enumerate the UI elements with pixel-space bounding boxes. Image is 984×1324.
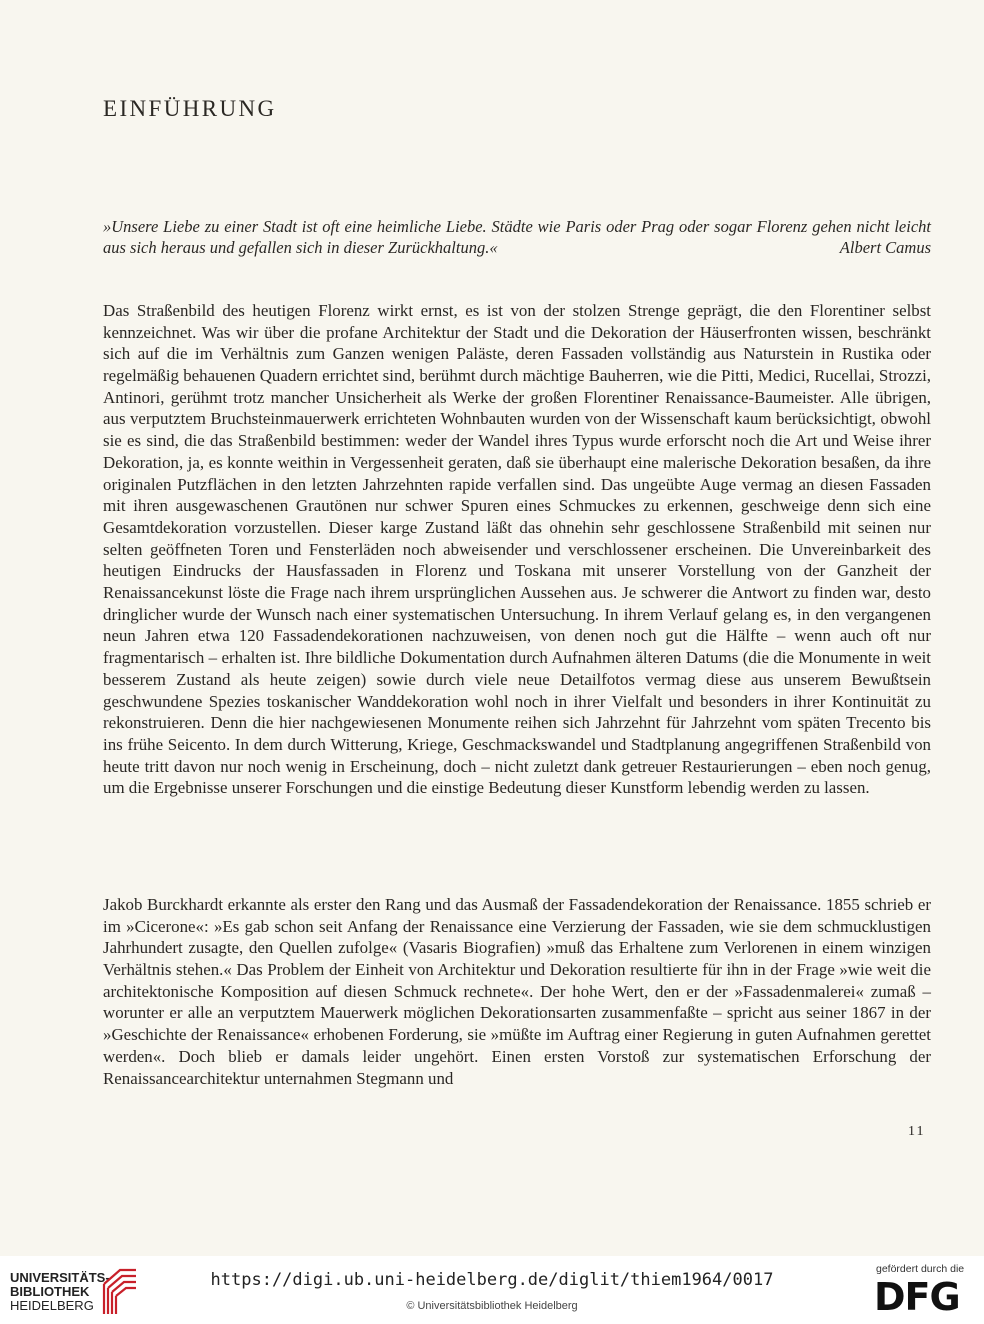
library-name-line-1: UNIVERSITÄTS- (10, 1270, 110, 1285)
permalink-url[interactable]: https://digi.ub.uni-heidelberg.de/diglit/thiem1964/0017 (210, 1270, 774, 1290)
library-name-line-2: BIBLIOTHEK (10, 1284, 90, 1299)
viewer-footer (0, 1256, 984, 1324)
copyright-notice: © Universitätsbibliothek Heidelberg (406, 1300, 578, 1312)
page-number: 11 (908, 1124, 926, 1139)
epigraph (103, 216, 931, 258)
chapter-heading: EINFÜHRUNG (103, 96, 277, 121)
dfg-logo-icon[interactable]: DFG (874, 1275, 960, 1319)
epigraph-quote: »Unsere Liebe zu einer Stadt ist oft eine heimliche Liebe. Städte wie Paris oder Prag oder sogar Florenz gehen nicht leicht aus sich heraus und gefallen sich in dieser Zurückhaltung.« (103, 217, 931, 257)
body-paragraph-2: Jakob Burckhardt erkannte als erster den Rang und das Ausmaß der Fassadendekoration der Renaissance. 1855 schrieb er im »Cicerone«: »Es gab schon seit Anfang der Renaissance eine Verzierung der Fassaden, wie sie dem schmucklustigen Jahrhundert zusagte, den Quellen zufolge« (Vasaris Biografien) »muß das Erhaltene zum Verlorenen in einem winzigen Verhältnis stehen.« Das Problem der Einheit von Architektur und Dekoration resultierte für ihn in der Frage »wie weit die architektonische Komposition auf diesen Schmuck rechnete«. Der hohe Wert, den er der »Fassadenmalerei« zumaß – worunter er alle an verputztem Mauerwerk möglichen Dekorationsarten zusammenfaßte – spricht aus seiner 1867 in der »Geschichte der Renaissance« erhobenen Forderung, sie »müßte im Auftrag einer Regierung in guten Aufnahmen gerettet werden«. Doch blieb er damals leider ungehört. Einen ersten Vorstoß zur systematischen Erforschung der Renaissancearchitektur unternahmen Stegmann und (103, 894, 931, 1088)
dfg-caption: gefördert durch die (876, 1263, 965, 1275)
body-paragraph-1: Das Straßenbild des heutigen Florenz wirkt ernst, es ist von der stolzen Strenge geprägt, die den Florentiner selbst kennzeichnet. Was wir über die profane Architektur der Stadt und die Dekoration der Häuserfronten wissen, beschränkt sich auf die im Verhältnis zum Ganzen wenigen Paläste, deren Fassaden vollständig aus Naturstein in Rustika oder regelmäßig behauenen Quadern errichtet sind, berühmt durch mächtige Bauherren, wie die Pitti, Medici, Rucellai, Strozzi, Antinori, gerühmt trotz mancher Unsicherheit als Werke der großen Florentiner Renaissance-Baumeister. Alle übrigen, aus verputztem Bruchsteinmauerwerk errichteten Wohnbauten wurden von der Wissenschaft kaum berücksichtigt, obwohl sie es sind, die das Straßenbild bestimmen: weder der Wandel ihres Typus wurde erforscht noch die Art und Weise ihrer Dekoration, ja, es konnte weithin in Vergessenheit geraten, daß sie überhaupt eine malerische Dekoration besaßen, da ihre originalen Putzflächen in den letzten Jahrzehnten rapide verfallen sind. Das ungeübte Auge vermag an diesen Fassaden mit ihren ausgewaschenen Grautönen nur schwer Spuren eines Schmuckes zu erkennen, geschweige denn sich eine Gesamtdekoration vorzustellen. Dieser karge Zustand läßt das ohnehin sehr geschlossene Straßenbild mit seinen nur selten geöffneten Toren und Fensterläden noch abweisender und verschlossener erscheinen. Die Unvereinbarkeit des heutigen Eindrucks der Hausfassaden in Florenz und Toskana mit unserer Vorstellung von der Ganzheit der Renaissancekunst löste die Frage nach ihrem ursprünglichen Aussehen aus. Je schwerer die Antwort zu finden war, desto dringlicher wurde der Wunsch nach einer systematischen Untersuchung. In ihrem Verlauf gelang es, in den vergangenen neun Jahren etwa 120 Fassadendekorationen nachzuweisen, von denen noch gut die Hälfte – wenn auch oft nur fragmentarisch – erhalten ist. Ihre bildliche Dokumentation durch Aufnahmen älteren Datums (die die Monumente in weit besserem Zustand als heute zeigen) sowie durch viele neue Detailfotos vermag diese aus unserem Bewußtsein geschwundene Spezies toskanischer Wanddekoration wohl noch in ihrer Vielfalt und besonders in ihrer Kontinuität zu rekonstruieren. Denn die hier nachgewiesenen Monumente reihen sich Jahrzehnt für Jahrzehnt vom späten Trecento bis ins frühe Seicento. In dem durch Witterung, Kriege, Geschmackswandel und Stadtplanung angegriffenen Straßenbild von heute tritt davon nur noch wenig in Erscheinung, doch – nicht zuletzt dank getreuer Restaurierungen – eben noch genug, um die Ergebnisse unserer Forschungen und die einstige Bedeutung dieser Kunstform lebendig werden zu lassen. (103, 300, 931, 798)
epigraph-author: Albert Camus (839, 238, 931, 257)
library-name-line-3: HEIDELBERG (10, 1298, 94, 1313)
